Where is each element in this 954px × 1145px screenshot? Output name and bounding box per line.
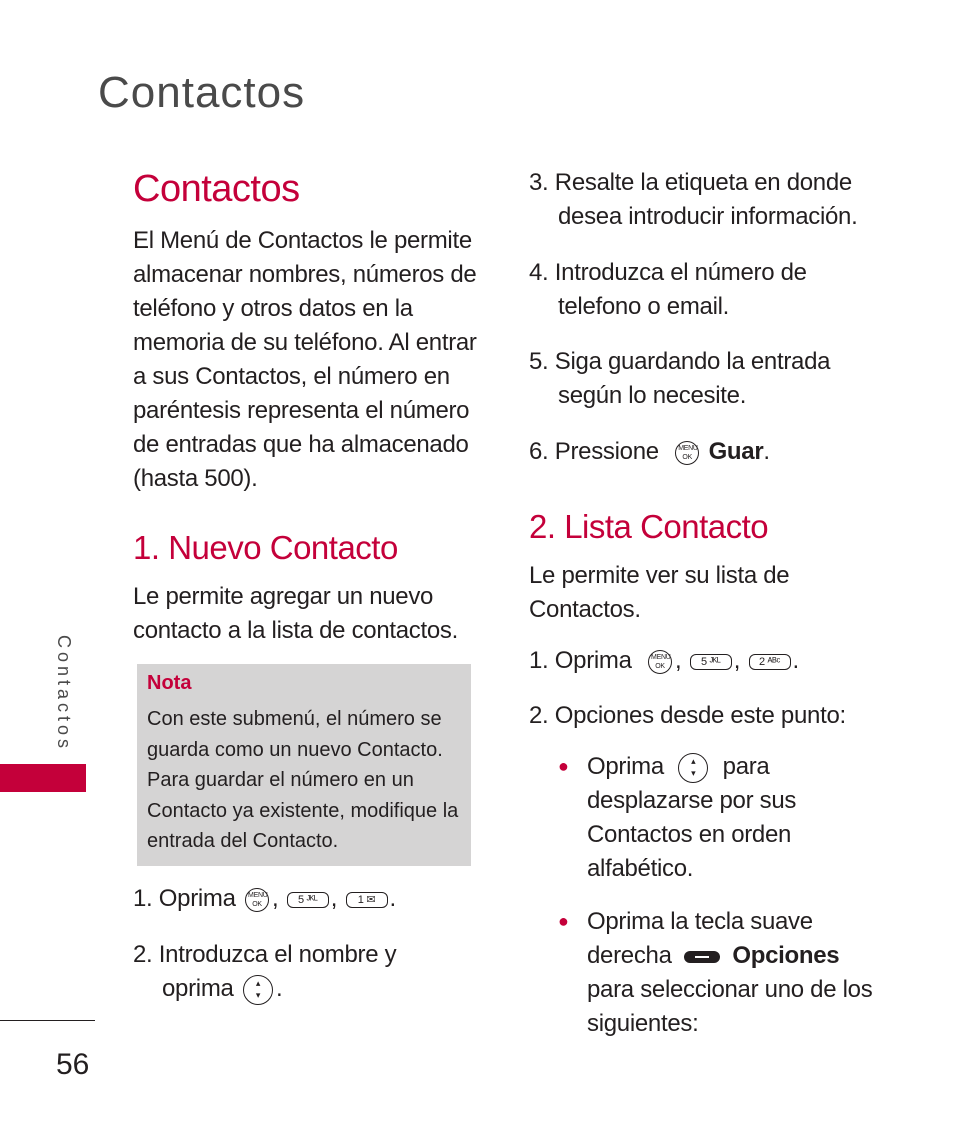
- period: .: [389, 885, 396, 912]
- bullet-text: desplazarse por sus: [587, 787, 797, 814]
- section1-paragraph: [133, 580, 493, 648]
- note-line: guarda como un nuevo Contacto.: [147, 738, 443, 761]
- step-text: 6. Pressione: [529, 438, 659, 465]
- separator: ,: [675, 647, 682, 674]
- step-text: 1. Oprima: [529, 647, 632, 674]
- menu-ok-key-icon: MENU OK: [675, 441, 699, 465]
- key-5-icon: 5 ᴶᴷᴸ: [690, 654, 732, 670]
- section1-line: Le permite agregar un nuevo: [133, 583, 434, 610]
- section-heading-contactos: Contactos: [133, 168, 300, 210]
- menu-ok-key-icon: MENU OK: [245, 888, 269, 912]
- section-heading-lista-contacto: 2. Lista Contacto: [529, 508, 769, 545]
- side-label-text: Contactos: [54, 635, 74, 753]
- separator: ,: [330, 885, 338, 912]
- period: .: [792, 647, 799, 674]
- section2-line: Le permite ver su lista de: [529, 562, 790, 589]
- right-s2-step-1: [529, 644, 799, 678]
- bullet-dot: ●: [558, 756, 569, 776]
- bullet-text: Oprima: [587, 753, 664, 780]
- nav-key-icon: ▴ ▾: [678, 753, 708, 783]
- step-text: 3. Resalte la etiqueta en donde: [529, 169, 852, 196]
- right-step-3: [529, 166, 929, 234]
- step-line: [133, 972, 493, 1006]
- bullet-text: Oprima la tecla suave: [587, 908, 813, 935]
- section2-paragraph: [529, 559, 929, 627]
- note-line: Con este submenú, el número se: [147, 708, 442, 730]
- step-text: según lo necesite.: [558, 382, 747, 409]
- right-s2-step-2: 2. Opciones desde este punto:: [529, 702, 846, 729]
- key-2-icon: 2 ᴬᴮᶜ: [749, 654, 791, 670]
- note-line: Contacto ya existente, modifique la: [147, 799, 459, 822]
- side-section-label: [48, 635, 78, 755]
- separator: ,: [272, 885, 279, 912]
- intro-line: memoria de su teléfono. Al entrar: [133, 329, 477, 356]
- intro-line: almacenar nombres, números de: [133, 261, 477, 288]
- bullet-text: Contactos en orden: [587, 821, 792, 848]
- intro-line: (hasta 500).: [133, 465, 258, 492]
- right-step-5: [529, 345, 929, 413]
- step-text: desea introducir información.: [558, 203, 858, 230]
- note-line: entrada del Contacto.: [147, 830, 339, 852]
- intro-line: El Menú de Contactos le permite: [133, 227, 472, 254]
- step-text: telefono o email.: [558, 293, 730, 320]
- step-text: 1. Oprima: [133, 885, 236, 912]
- side-tab-marker: [0, 764, 86, 792]
- intro-line: teléfono y otros datos en la: [133, 295, 413, 322]
- page-header-title: Contactos: [98, 68, 306, 117]
- step-text: 2. Introduzca el nombre y: [133, 941, 397, 968]
- note-title: Nota: [147, 672, 192, 694]
- period: .: [763, 438, 770, 465]
- right-step-4: [529, 256, 929, 324]
- period: .: [275, 975, 283, 1002]
- menu-ok-key-icon: MENU OK: [648, 650, 672, 674]
- bullet-text: alfabético.: [587, 855, 694, 882]
- bullet-text: siguientes:: [587, 1010, 699, 1037]
- bullet-text: para seleccionar uno de los: [587, 976, 873, 1003]
- note-line: Para guardar el número en un: [147, 769, 414, 791]
- key-1-icon: 1 ✉: [346, 892, 388, 908]
- note-body: [147, 704, 467, 857]
- left-step-1: [133, 882, 396, 916]
- page-number: 56: [56, 1048, 90, 1081]
- step-text: oprima: [162, 975, 234, 1002]
- section1-line: contacto a la lista de contactos.: [133, 617, 458, 644]
- softkey-label-guar: Guar: [708, 438, 764, 465]
- step-text: 5. Siga guardando la entrada: [529, 348, 831, 375]
- key-5-icon: 5 ᴶᴷᴸ: [287, 892, 329, 908]
- intro-line: paréntesis representa el número: [133, 397, 470, 424]
- intro-paragraph: [133, 224, 493, 496]
- intro-line: a sus Contactos, el número en: [133, 363, 450, 390]
- section-heading-nuevo-contacto: 1. Nuevo Contacto: [133, 529, 398, 566]
- nav-key-icon: ▴ ▾: [243, 975, 273, 1005]
- intro-line: de entradas que ha almacenado: [133, 431, 469, 458]
- section2-line: Contactos.: [529, 596, 641, 623]
- bullet-2: [587, 905, 927, 1041]
- right-step-6: [529, 435, 770, 469]
- footer-rule: [0, 1020, 95, 1021]
- bullet-text: derecha: [587, 942, 672, 969]
- separator: ,: [733, 647, 741, 674]
- softkey-label-opciones: Opciones: [732, 942, 840, 969]
- bullet-1: [587, 750, 927, 886]
- bullet-text: para: [722, 753, 770, 780]
- right-soft-key-icon: [684, 951, 720, 963]
- step-text: 4. Introduzca el número de: [529, 259, 807, 286]
- bullet-dot: ●: [558, 911, 569, 931]
- left-step-2: [133, 938, 493, 1006]
